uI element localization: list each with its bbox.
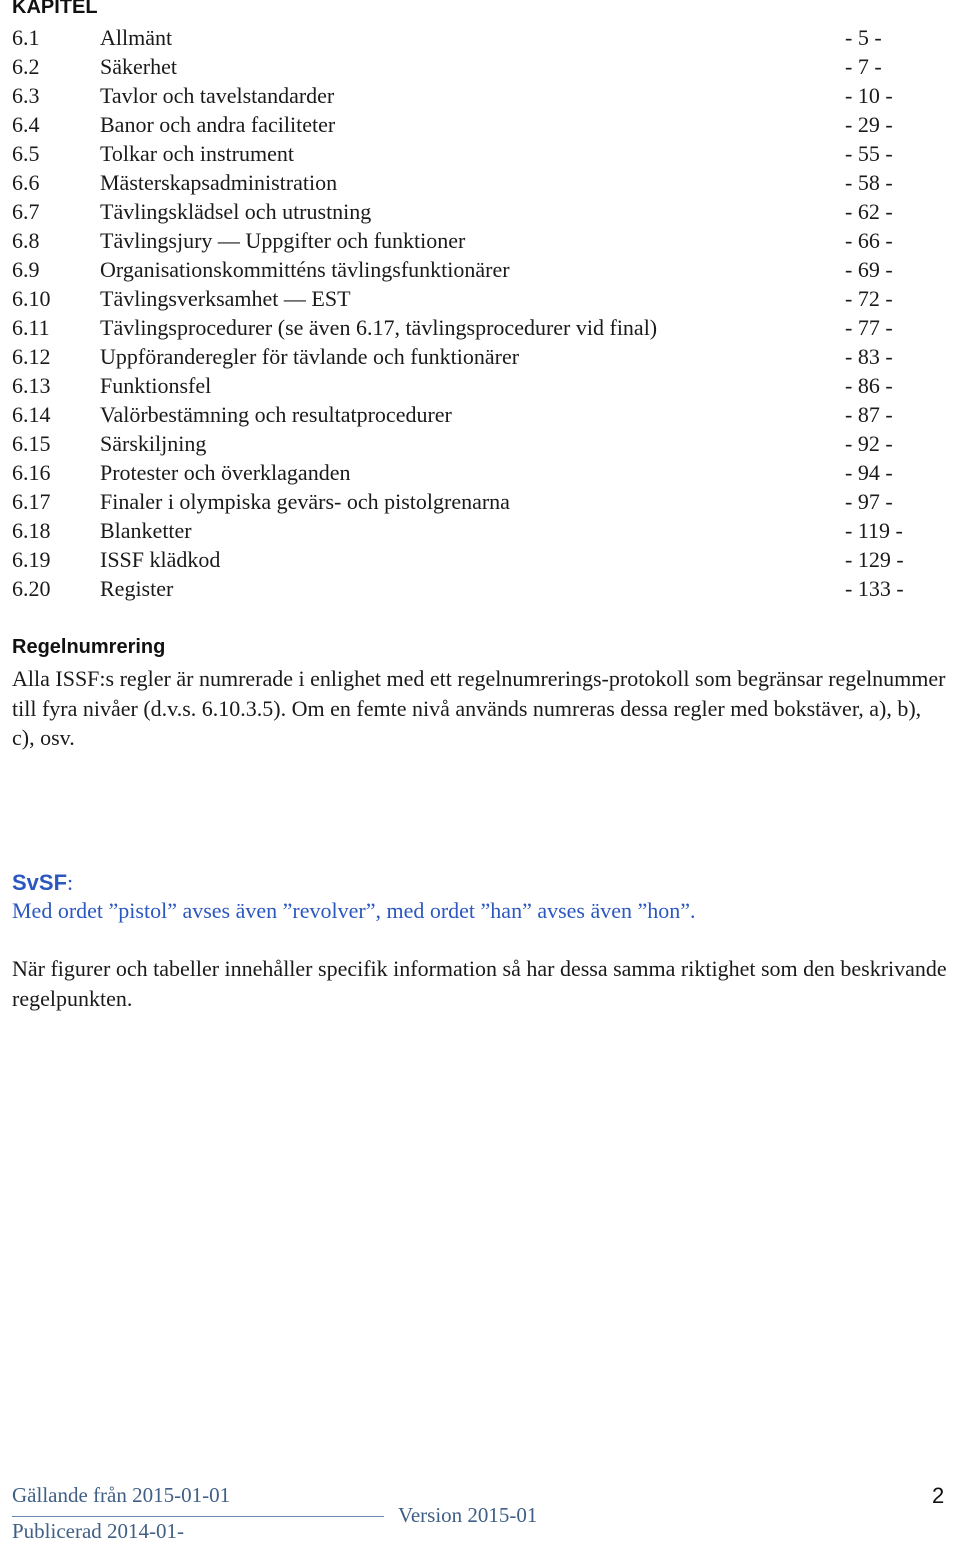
toc-row: [0, 545, 960, 574]
toc-title: Tolkar och instrument: [100, 141, 294, 166]
toc-row: [0, 284, 960, 313]
toc-title: Tävlingsklädsel och utrustning: [100, 199, 372, 224]
toc-number: 6.6: [12, 170, 40, 195]
toc-page: - 55 -: [845, 141, 893, 166]
svsf-note: Med ordet ”pistol” avses även ”revolver”, med ordet ”han” avses även ”hon”.: [12, 898, 696, 923]
toc-row: [0, 574, 960, 603]
toc-page: - 86 -: [845, 373, 893, 398]
toc-row: [0, 487, 960, 516]
toc-row: [0, 52, 960, 81]
footer-published: Publicerad 2014-01-: [12, 1519, 185, 1543]
toc-page: - 119 -: [845, 518, 903, 543]
toc-number: 6.12: [12, 344, 51, 369]
toc-title: Register: [100, 576, 174, 601]
toc-page: - 29 -: [845, 112, 893, 137]
toc-title: Tävlingsjury — Uppgifter och funktioner: [100, 228, 466, 253]
toc-title: Tävlingsprocedurer (se även 6.17, tävlingsprocedurer vid final): [100, 315, 658, 340]
toc-title: Banor och andra faciliteter: [100, 112, 336, 137]
toc-number: 6.16: [12, 460, 51, 485]
toc-page: - 5 -: [845, 25, 882, 50]
toc-row: [0, 139, 960, 168]
regelnumrering-heading: Regelnumrering: [12, 636, 166, 658]
table-of-contents: [0, 23, 960, 603]
figures-note: När figurer och tabeller innehåller specifik information så har dessa samma riktighet som den beskrivande regelpunkten.: [12, 956, 947, 1011]
toc-title: Organisationskommitténs tävlingsfunktionärer: [100, 257, 510, 282]
toc-row: [0, 313, 960, 342]
toc-number: 6.1: [12, 25, 40, 50]
toc-number: 6.13: [12, 373, 51, 398]
toc-row: [0, 168, 960, 197]
footer-divider: [12, 1516, 384, 1517]
page-number: 2: [932, 1483, 945, 1508]
toc-row: [0, 371, 960, 400]
toc-page: - 72 -: [845, 286, 893, 311]
toc-page: - 92 -: [845, 431, 893, 456]
toc-title: Tävlingsverksamhet — EST: [100, 286, 351, 311]
toc-page: - 10 -: [845, 83, 893, 108]
toc-row: [0, 516, 960, 545]
toc-page: - 69 -: [845, 257, 893, 282]
toc-page: - 97 -: [845, 489, 893, 514]
toc-number: 6.5: [12, 141, 40, 166]
toc-number: 6.14: [12, 402, 51, 427]
toc-number: 6.9: [12, 257, 40, 282]
toc-page: - 87 -: [845, 402, 893, 427]
toc-number: 6.18: [12, 518, 51, 543]
toc-page: - 129 -: [845, 547, 904, 572]
toc-number: 6.2: [12, 54, 40, 79]
toc-row: [0, 458, 960, 487]
toc-title: Tavlor och tavelstandarder: [100, 83, 335, 108]
toc-row: [0, 23, 960, 52]
toc-number: 6.8: [12, 228, 40, 253]
toc-row: [0, 429, 960, 458]
toc-number: 6.3: [12, 83, 40, 108]
svsf-colon: :: [67, 870, 74, 895]
toc-title: Blanketter: [100, 518, 192, 543]
toc-title: Funktionsfel: [100, 373, 212, 398]
toc-row: [0, 342, 960, 371]
toc-number: 6.20: [12, 576, 51, 601]
toc-row: [0, 400, 960, 429]
toc-page: - 58 -: [845, 170, 893, 195]
toc-title: Protester och överklaganden: [100, 460, 351, 485]
toc-row: [0, 110, 960, 139]
toc-number: 6.4: [12, 112, 40, 137]
chapter-heading: KAPITEL: [12, 0, 98, 18]
toc-row: [0, 81, 960, 110]
toc-title: Finaler i olympiska gevärs- och pistolgrenarna: [100, 489, 510, 514]
toc-row: [0, 226, 960, 255]
toc-number: 6.10: [12, 286, 51, 311]
toc-row: [0, 197, 960, 226]
toc-title: Valörbestämning och resultatprocedurer: [100, 402, 452, 427]
toc-page: - 77 -: [845, 315, 893, 340]
toc-number: 6.17: [12, 489, 51, 514]
toc-number: 6.15: [12, 431, 51, 456]
toc-page: - 94 -: [845, 460, 893, 485]
toc-row: [0, 255, 960, 284]
svsf-label: [12, 868, 73, 897]
toc-page: - 62 -: [845, 199, 893, 224]
toc-page: - 7 -: [845, 54, 882, 79]
toc-title: Mästerskapsadministration: [100, 170, 338, 195]
toc-title: Säkerhet: [100, 54, 177, 79]
toc-number: 6.11: [12, 315, 50, 340]
toc-page: - 83 -: [845, 344, 893, 369]
footer-valid-from: Gällande från 2015-01-01: [12, 1483, 231, 1507]
footer-version: Version 2015-01: [398, 1503, 538, 1527]
toc-title: Uppföranderegler för tävlande och funktionärer: [100, 344, 520, 369]
toc-title: Särskiljning: [100, 431, 207, 456]
toc-number: 6.7: [12, 199, 40, 224]
svsf-brand: SvSF: [12, 870, 68, 895]
toc-page: - 66 -: [845, 228, 893, 253]
toc-number: 6.19: [12, 547, 51, 572]
toc-title: Allmänt: [100, 25, 173, 50]
regelnumrering-paragraph: Alla ISSF:s regler är numrerade i enlighet med ett regelnumrerings-protokoll som begränsar regelnummer till fyra nivåer (d.v.s. 6.10.3.5). Om en femte nivå används numreras dessa regler med bokstäver, a), b), c), osv.: [12, 666, 946, 750]
toc-page: - 133 -: [845, 576, 904, 601]
toc-title: ISSF klädkod: [100, 547, 221, 572]
